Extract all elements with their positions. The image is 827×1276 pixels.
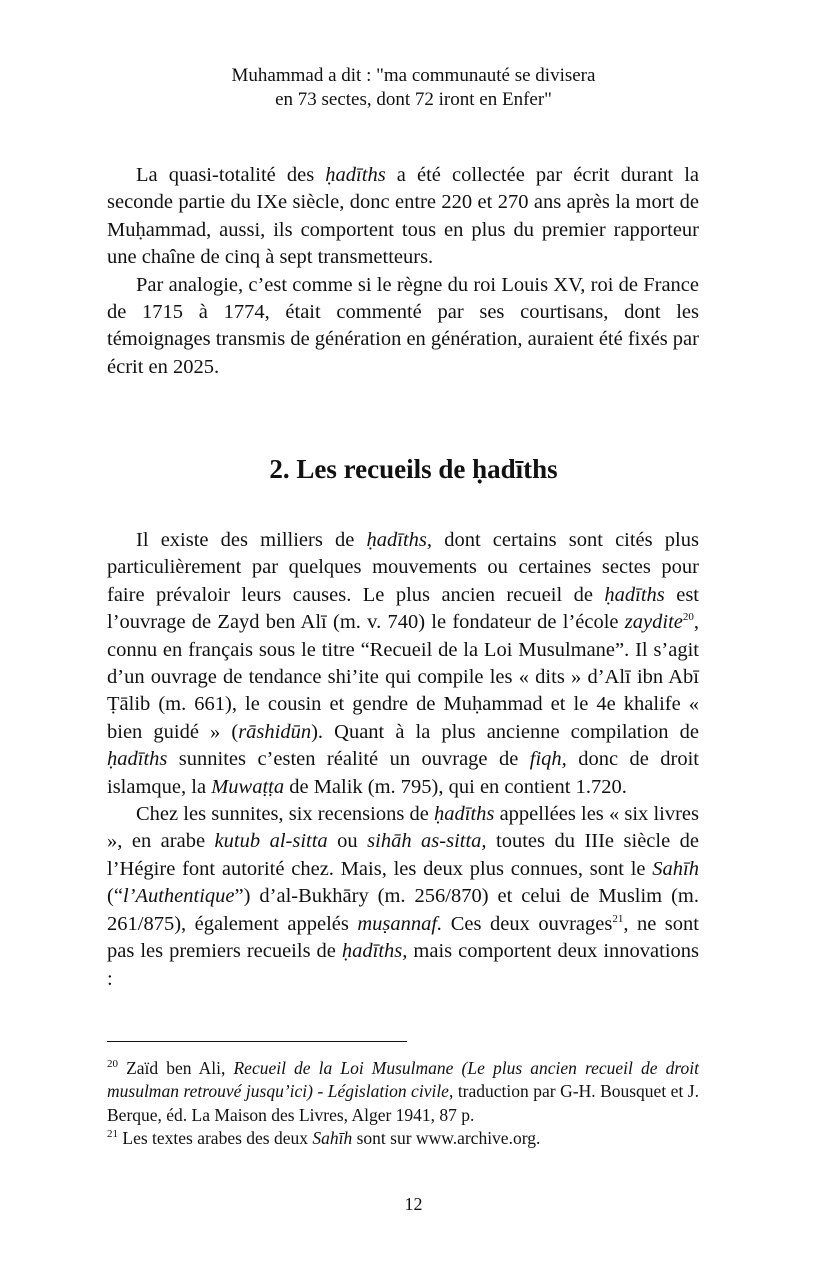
text-run: Les textes arabes des deux: [118, 1128, 313, 1149]
text-run: Il existe des milliers de: [136, 529, 367, 551]
footnote-21: [107, 1127, 699, 1150]
italic-term: ḥadīths: [604, 583, 665, 606]
text-run: ). Quant à la plus ancienne compilation de: [311, 720, 699, 743]
intro-paragraph-1: [107, 162, 699, 272]
footnote-ref-21: 21: [612, 912, 624, 925]
header-line-1: Muhammad a dit : "ma communauté se divisera: [231, 65, 596, 86]
footnotes: [107, 1057, 699, 1151]
text-run: mais comportent deux innovations :: [107, 940, 699, 990]
text-run: ou: [327, 830, 368, 853]
text-run: , traduction par G-H. Bousquet et J. Berque, éd. La Maison des Livres, Alger 1941, 87 p.: [107, 1081, 699, 1125]
footnote-number: 21: [107, 1128, 118, 1141]
text-run: dont certains sont cités plus particulièrement par quelques mouvements ou certaines sectes pour faire prévaloir leurs causes. Le plus ancien recueil de: [107, 529, 699, 606]
text-run: , ne sont pas les premiers recueils de: [107, 912, 699, 963]
text-run: sont sur www.archive.org.: [352, 1128, 541, 1149]
text-run: sunnites c’esten réalité un ouvrage de: [167, 748, 530, 771]
italic-term: sihāh as-sitta,: [367, 830, 487, 853]
italic-term: muṣannaf.: [357, 912, 443, 935]
footnote-20: [107, 1057, 699, 1127]
italic-term: kutub al-sitta: [214, 830, 328, 853]
footnote-number: 20: [107, 1058, 118, 1071]
italic-term: ḥadīths: [325, 164, 386, 186]
text-run: Chez les sunnites, six recensions de: [136, 803, 435, 826]
text-run: La quasi-totalité des: [136, 164, 326, 186]
section-paragraph-1: [107, 527, 699, 801]
text-run: donc de droit islamque, la: [107, 748, 699, 798]
section-heading: 2. Les recueils de ḥadīths: [269, 454, 558, 484]
text-run: de Malik (m. 795), qui en contient 1.720.: [284, 775, 627, 798]
text-run: ”) d’al-Bukhāry (m. 256/870) et celui de Muslim (m. 261/875), également appelés: [107, 885, 699, 935]
text-run: est l’ouvrage de Zayd ben Alī (m. v. 740) le fondateur de l’école: [107, 583, 699, 634]
intro-text: [107, 162, 699, 381]
text-run: Ces deux ouvrages: [442, 912, 613, 935]
running-header: [0, 64, 827, 112]
text-run: appellées les « six livres », en arabe: [107, 803, 699, 853]
text-run: (“: [107, 885, 123, 908]
intro-paragraph-2: Par analogie, c’est comme si le règne du roi Louis XV, roi de France de 1715 à 1774, était commenté par ses courtisans, dont les témoignages transmis de génération en génération, auraient été fixés par écrit en 2025.: [107, 273, 699, 378]
italic-term: Sahīh: [652, 857, 699, 880]
text-run: , connu en français sous le titre “Recueil de la Loi Musulmane”. Il s’agit d’un ouvrage de tendance shi’ite qui compile les « dits » d’Alī ibn Abī Ṭālib (m. 661), le cousin et gendre de Muḥammad et le 4e khalife « bien guidé » (: [107, 611, 699, 743]
page-number: 12: [404, 1194, 423, 1214]
italic-term: ḥadīths,: [366, 529, 433, 551]
text-run: toutes du IIIe siècle de l’Hégire font autorité chez. Mais, les deux plus connues, sont le: [107, 830, 700, 880]
italic-title: Recueil de la Loi Musulmane (Le plus ancien recueil de droit musulman retrouvé jusqu’ici) - Législation civile: [107, 1058, 699, 1102]
section-text: [107, 527, 699, 993]
italic-term: Muwaṭṭa: [211, 775, 285, 798]
italic-term: l’Authentique: [122, 885, 235, 908]
italic-term: zaydite: [624, 611, 683, 634]
italic-title: Sahīh: [312, 1128, 353, 1149]
text-run: Zaïd ben Ali,: [118, 1058, 234, 1078]
italic-term: ḥadīths: [107, 748, 168, 771]
italic-term: rāshidūn: [238, 720, 312, 743]
italic-term: fiqh,: [529, 748, 567, 771]
footnote-divider: [107, 1041, 407, 1042]
header-line-2: en 73 sectes, dont 72 iront en Enfer": [275, 89, 552, 110]
text-run: a été collectée par écrit durant la seconde partie du IXe siècle, donc entre 220 et 270 ans après la mort de Muḥammad, aussi, ils comportent tous en plus du premier rapporteur une chaîne de cinq à sept transmetteurs.: [107, 164, 699, 269]
section-paragraph-2: [107, 801, 699, 993]
italic-term: ḥadīths: [434, 803, 495, 826]
italic-term: ḥadīths,: [341, 940, 408, 963]
footnote-ref-20: 20: [682, 611, 694, 624]
